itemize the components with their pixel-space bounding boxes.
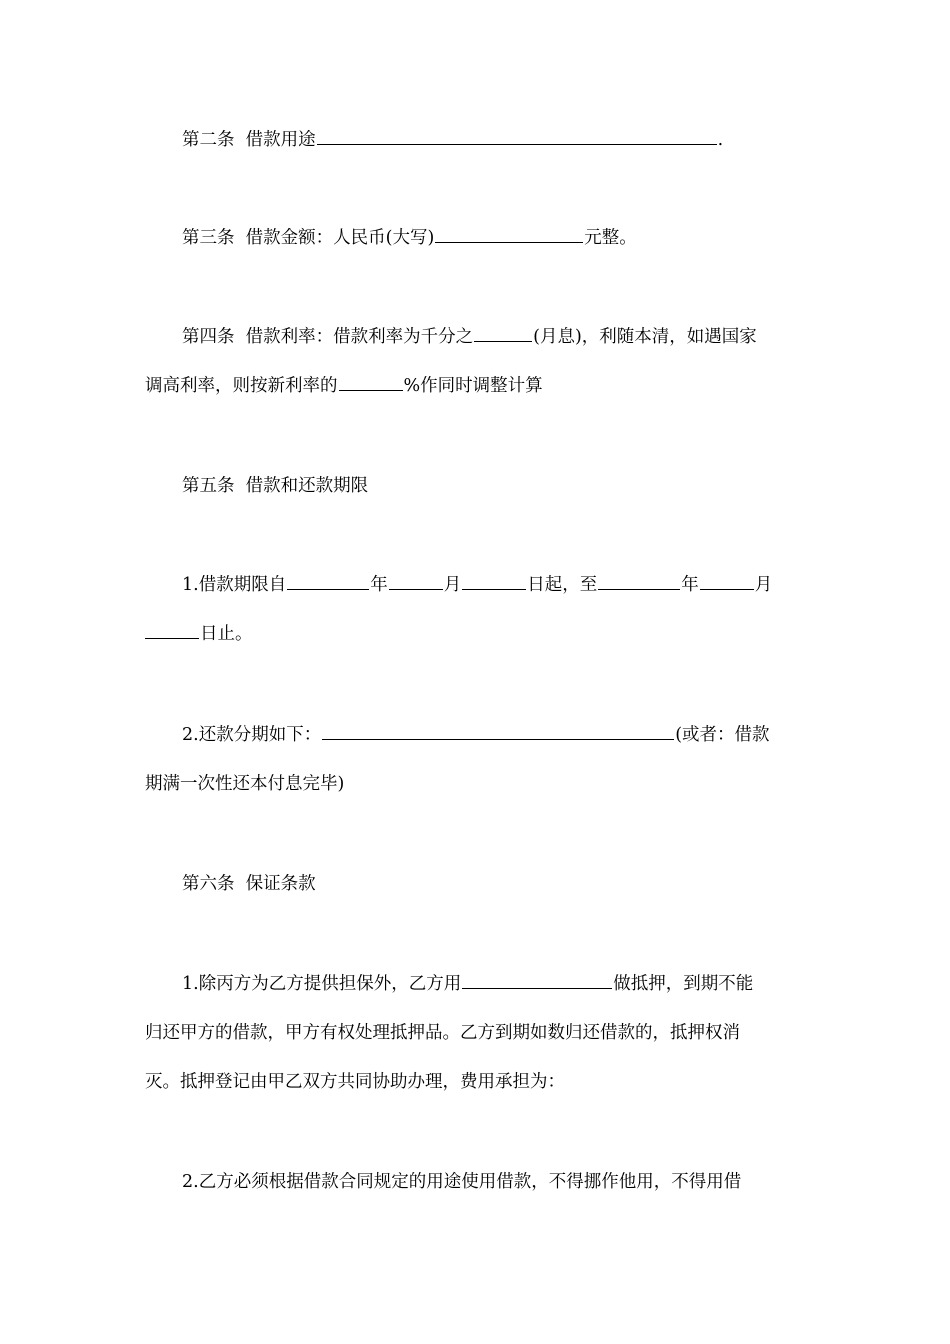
item-1-month-1: 月 — [443, 575, 462, 595]
usage-text-a: 2.乙方必须根据借款合同规定的用途使用借款，不得挪作他用，不得用借 — [182, 1172, 742, 1192]
article-4-text-b: (月息)，利随本清，如遇国家 — [533, 327, 757, 347]
end-year-blank — [598, 567, 680, 590]
amount-blank — [435, 220, 583, 243]
article-4-text-a: 借款利率：借款利率为千分之 — [245, 327, 474, 347]
start-month-blank — [389, 567, 443, 590]
end-month-blank — [700, 567, 754, 590]
guarantee-text-c: 归还甲方的借款，甲方有权处理抵押品。乙方到期如数归还借款的，抵押权消 — [145, 1023, 740, 1043]
article-6-item-1 — [145, 960, 811, 1107]
article-5-label: 第五条 — [182, 476, 235, 496]
start-day-blank — [462, 567, 526, 590]
article-2-end: . — [717, 130, 724, 150]
item-1-end: 日止。 — [200, 624, 253, 644]
article-4-text-d: %作同时调整计算 — [403, 376, 543, 396]
item-2-text-b: (或者：借款 — [675, 725, 770, 745]
article-4-label: 第四条 — [182, 327, 235, 347]
article-3-text: 借款金额：人民币(大写) — [245, 228, 435, 248]
article-5-text: 借款和还款期限 — [245, 476, 369, 496]
item-1-year-2: 年 — [681, 575, 699, 595]
start-year-blank — [287, 567, 369, 590]
item-1-text-a: 1.借款期限自 — [182, 575, 287, 595]
rate-blank — [474, 319, 532, 342]
item-2-text-a: 2.还款分期如下： — [182, 725, 322, 745]
installment-blank — [322, 717, 674, 740]
guarantee-text-b: 做抵押，到期不能 — [613, 974, 754, 994]
article-4-text-c: 调高利率，则按新利率的 — [145, 376, 338, 396]
purpose-blank — [317, 122, 717, 145]
article-6-text: 保证条款 — [245, 874, 316, 894]
end-day-blank — [145, 616, 199, 639]
article-5-item-1 — [145, 561, 811, 659]
item-1-month-2: 月 — [754, 575, 773, 595]
article-2-text: 借款用途 — [245, 130, 316, 150]
guarantee-text-d: 灭。抵押登记由甲乙双方共同协助办理，费用承担为： — [145, 1072, 565, 1092]
item-1-year-1: 年 — [370, 575, 388, 595]
item-1-day-1: 日起，至 — [527, 575, 598, 595]
article-5 — [145, 462, 811, 511]
article-2-label: 第二条 — [182, 130, 235, 150]
article-4 — [145, 313, 811, 411]
article-3-end: 元整。 — [584, 228, 637, 248]
article-2 — [145, 116, 811, 165]
article-5-item-2 — [145, 711, 811, 809]
guarantee-text-a: 1.除丙方为乙方提供担保外，乙方用 — [182, 974, 462, 994]
article-6 — [145, 860, 811, 909]
item-2-text-c: 期满一次性还本付息完毕) — [145, 774, 345, 794]
article-3-label: 第三条 — [182, 228, 235, 248]
collateral-blank — [462, 966, 612, 989]
article-3 — [145, 214, 811, 263]
article-6-label: 第六条 — [182, 874, 235, 894]
new-rate-blank — [339, 368, 403, 391]
article-6-item-2 — [145, 1158, 811, 1207]
